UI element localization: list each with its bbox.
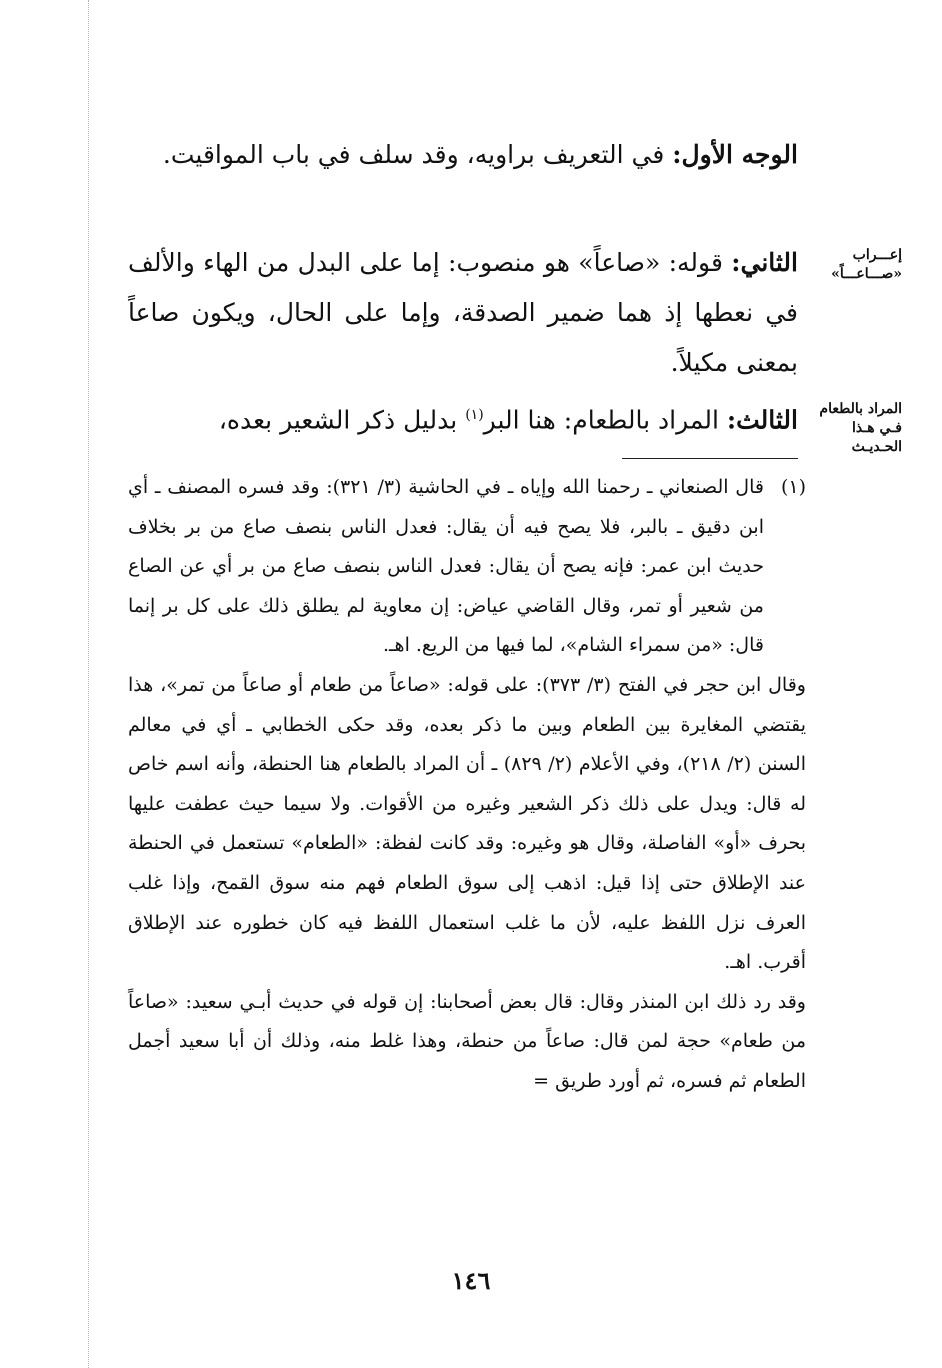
paragraph-third-aspect xyxy=(128,390,798,445)
paragraph-second-aspect xyxy=(128,238,798,388)
paragraph-first-aspect xyxy=(128,130,798,180)
paragraph-lead: الثاني: xyxy=(731,248,798,277)
footnote-reference: (١) xyxy=(465,407,484,423)
paragraph-text: في التعريف براويه، وقد سلف في باب المواقيت. xyxy=(162,140,673,169)
footnote-paragraph: وقال ابن حجر في الفتح (٣/ ٣٧٣): على قوله: «صاعاً من طعام أو صاعاً من تمر»، هذا يقتضي المغايرة بين الطعام وبين ما ذكر بعده، وقد حكى الخطابي ـ أي في معالم السنن (٢/ ٢١٨)، وفي الأعلام (٢/ ٨٢٩) ـ أن المراد بالطعام هنا الحنطة، وأنه اسم خاص له قال: ويدل على ذلك ذكر الشعير وغيره من الأقوات. ولا سيما حيث عطفت عليها بحرف «أو» الفاصلة، وقال هو وغيره: وقد كانت لفظة: «الطعام» تستعمل في الحنطة عند الإطلاق حتى إذا قيل: اذهب إلى سوق الطعام فهم منه سوق القمح، وإذا غلب العرف نزل اللفظ عليه، لأن ما غلب استعمال اللفظ فيه كان خطوره عند الإطلاق أقرب. اهـ. xyxy=(128,673,806,974)
paragraph-text: قوله: «صاعاً» هو منصوب: إما على البدل من الهاء والألف في نعطها إذ هما ضمير الصدقة، وإما على الحال، ويكون صاعاً بمعنى مكيلاً. xyxy=(128,248,798,377)
footnote-paragraph xyxy=(128,468,806,666)
margin-note-meaning: المراد بالطعام فـي هـذا الحـديـث xyxy=(819,401,902,455)
footnote-marker: (١) xyxy=(780,476,806,498)
footnote-paragraph: وقد رد ذلك ابن المنذر وقال: قال بعض أصحابنا: إن قوله في حديث أبـي سعيد: «صاعاً من طعام» حجة لمن قال: صاعاً من حنطة، وهذا غلط منه، وذلك أن أبا سعيد أجمل الطعام ثم فسره، ثم أورد طريق = xyxy=(128,990,806,1092)
footnotes-section xyxy=(128,468,806,1102)
paragraph-text: المراد بالطعام: هنا البر xyxy=(483,405,727,435)
paragraph-lead: الثالث: xyxy=(726,405,798,435)
footnote-divider xyxy=(622,458,798,459)
paragraph-text: بدليل ذكر الشعير بعده، xyxy=(218,405,466,435)
margin-note-grammar: إعـــراب «صـــاعـــاً» xyxy=(831,247,902,282)
page-number: ١٤٦ xyxy=(451,1266,491,1295)
footnote-text: قال الصنعاني ـ رحمنا الله وإياه ـ في الحاشية (٣/ ٣٢١): وقد فسره المصنف ـ أي ابن دقيق ـ بالبر، فلا يصح فيه أن يقال: فعدل الناس بنصف صاع من بر بخلاف حديث ابن عمر: فإنه يصح أن يقال: فعدل الناس بنصف صاع من بر أي عن الصاع من شعير أو تمر، وقال القاضي عياض: إن معاوية لم يطلق ذلك على كل بر إنما قال: «من سمراء الشام»، لما فيها من الريع. اهـ. xyxy=(128,476,764,657)
scan-edge-dots xyxy=(88,0,89,1368)
paragraph-lead: الوجه الأول: xyxy=(672,140,798,169)
